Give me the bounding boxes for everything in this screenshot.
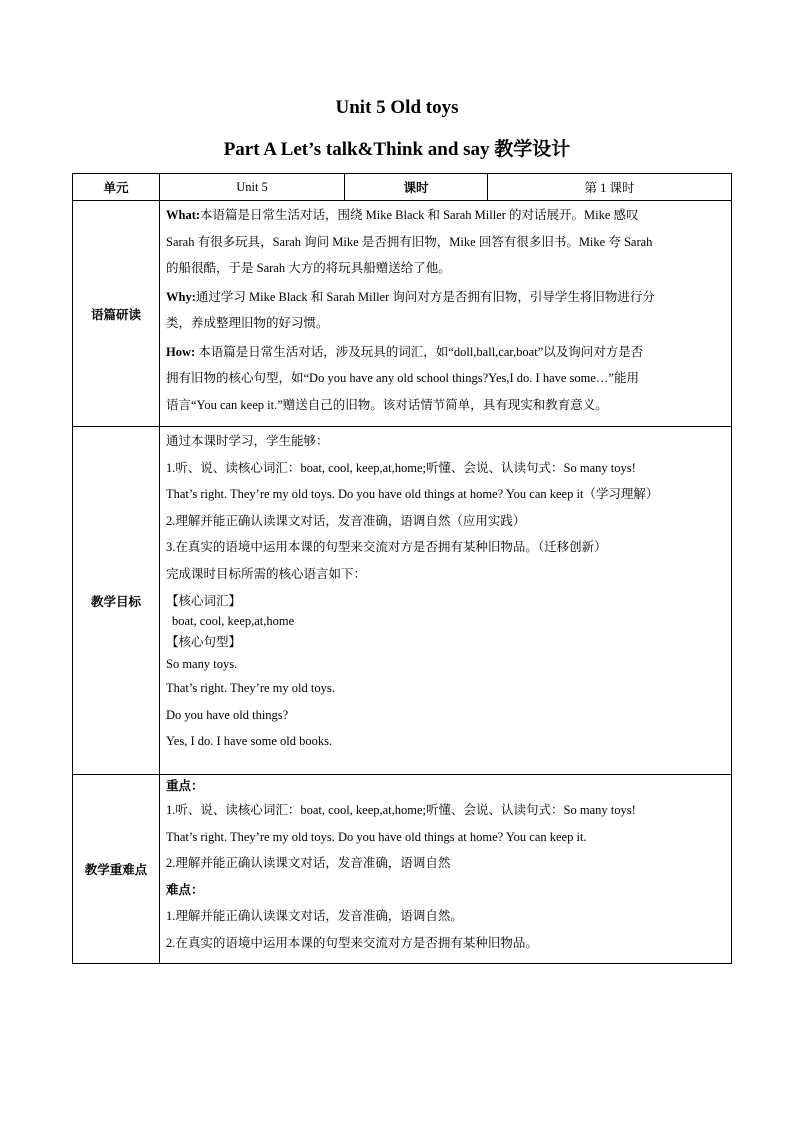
difficult-line: 2.在真实的语境中运用本课的句型来交流对方是否拥有某种旧物品。 — [166, 935, 538, 950]
objective-line: 2.理解并能正确认读课文对话，发音准确，语调自然（应用实践） — [166, 513, 526, 528]
what-line-2: Sarah 有很多玩具，Sarah 询问 Mike 是否拥有旧物，Mike 回答有很多旧书。Mike 夸 Sarah — [166, 234, 653, 249]
text-analysis-label: 语篇研读 — [73, 201, 160, 427]
key-heading: 重点： — [166, 779, 204, 793]
pattern-heading: 【核心句型】 — [166, 635, 242, 649]
what-line-3: 的船很酷，于是 Sarah 大方的将玩具船赠送给了他。 — [166, 261, 451, 275]
text-analysis-row — [73, 201, 732, 427]
pattern-line: So many toys. — [166, 657, 238, 671]
what-label: What: — [166, 208, 201, 222]
pattern-line: Do you have old things? — [166, 707, 289, 722]
key-points-row — [73, 775, 732, 964]
objective-line: 完成课时目标所需的核心语言如下： — [166, 566, 367, 581]
text-analysis-content — [160, 201, 732, 427]
vocab-heading: 【核心词汇】 — [166, 594, 242, 608]
how-line-3: 语言“You can keep it.”赠送自己的旧物。该对话情节简单，具有现实和教育意义。 — [166, 397, 608, 412]
unit-label: 单元 — [73, 174, 160, 201]
key-points-content — [160, 775, 732, 964]
objectives-row — [73, 427, 732, 775]
objective-line: 3.在真实的语境中运用本课的句型来交流对方是否拥有某种旧物品。（迁移创新） — [166, 540, 607, 554]
period-value: 第 1 课时 — [488, 174, 732, 201]
objective-line: 1.听、说、读核心词汇：boat, cool, keep,at,home;听懂、会说、认读句式：So many toys! — [166, 460, 636, 475]
header-row — [73, 174, 732, 201]
how-label: How: — [166, 344, 196, 359]
difficult-heading: 难点： — [166, 882, 204, 897]
period-label: 课时 — [345, 174, 488, 201]
how-line-2: 拥有旧物的核心句型，如“Do you have any old school things?Yes,I do. I have some…”能用 — [166, 371, 639, 385]
key-points-label: 教学重难点 — [73, 775, 160, 964]
objectives-label: 教学目标 — [73, 427, 160, 775]
key-line: 2.理解并能正确认读课文对话，发音准确，语调自然 — [166, 856, 451, 870]
objective-line: That’s right. They’re my old toys. Do you have old things at home? You can keep it（学习理解） — [166, 487, 659, 501]
pattern-line: That’s right. They’re my old toys. — [166, 681, 335, 695]
why-line-1: Why:通过学习 Mike Black 和 Sarah Miller 询问对方是否拥有旧物，引导学生将旧物进行分 — [166, 289, 655, 304]
document-subtitle: Part A Let’s talk&Think and say 教学设计 — [223, 139, 571, 160]
document-title: Unit 5 Old toys — [335, 97, 459, 118]
difficult-line: 1.理解并能正确认读课文对话，发音准确，语调自然。 — [166, 909, 463, 923]
why-label: Why: — [166, 289, 196, 304]
why-line-2: 类，养成整理旧物的好习惯。 — [166, 316, 329, 330]
vocab-list: boat, cool, keep,at,home — [172, 614, 295, 628]
key-line: 1.听、说、读核心词汇：boat, cool, keep,at,home;听懂、会说、认读句式：So many toys! — [166, 803, 636, 817]
unit-value: Unit 5 — [160, 174, 345, 201]
objective-line: 通过本课时学习，学生能够： — [166, 434, 329, 448]
how-line-1: How: 本语篇是日常生活对话，涉及玩具的词汇，如“doll,ball,car,boat”以及询问对方是否 — [166, 344, 644, 359]
lesson-plan-table — [72, 173, 732, 964]
pattern-line: Yes, I do. I have some old books. — [166, 734, 333, 748]
key-line: That’s right. They’re my old toys. Do you have old things at home? You can keep it. — [166, 829, 587, 844]
objectives-content — [160, 427, 732, 775]
what-line-1: What:本语篇是日常生活对话，围绕 Mike Black 和 Sarah Miller 的对话展开。Mike 感叹 — [166, 208, 639, 222]
